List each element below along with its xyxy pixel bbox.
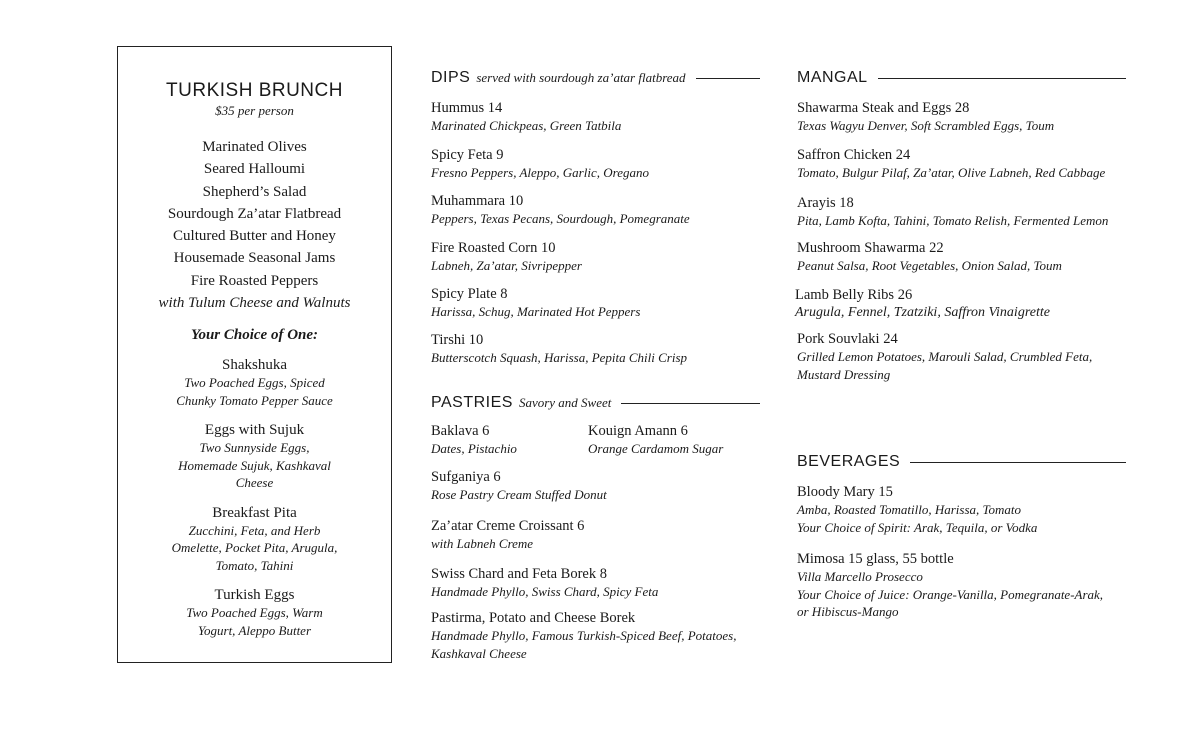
pastries-header — [431, 393, 760, 413]
menu-item — [431, 517, 584, 553]
menu-item — [797, 483, 1037, 536]
menu-item — [431, 99, 621, 135]
beverages-title: BEVERAGES — [797, 453, 901, 470]
menu-item — [431, 331, 687, 367]
brunch-price: $35 per person — [215, 103, 294, 118]
brunch-included-item: Sourdough Za’atar Flatbread — [167, 205, 342, 222]
item-desc: Harissa, Schug, Marinated Hot Peppers — [431, 304, 641, 319]
brunch-choice — [118, 356, 391, 409]
choice-desc-line: Two Poached Eggs, Spiced — [184, 375, 325, 391]
menu-item — [431, 239, 582, 275]
choice-desc-line: Homemade Sujuk, Kashkaval — [178, 457, 331, 473]
item-desc: Peanut Salsa, Root Vegetables, Onion Salad, Toum — [797, 258, 1062, 273]
choice-desc-line: Tomato, Tahini — [215, 557, 294, 573]
section-divider — [696, 78, 760, 79]
item-desc: Butterscotch Squash, Harissa, Pepita Chili Crisp — [431, 350, 688, 365]
item-name: Fire Roasted Corn 10 — [431, 240, 556, 256]
brunch-choice — [118, 586, 391, 639]
item-name: Sufganiya 6 — [431, 469, 501, 485]
brunch-choice — [118, 504, 391, 575]
menu-item — [795, 286, 1050, 322]
brunch-included-item: Shepherd’s Salad — [202, 183, 307, 200]
item-name: Shawarma Steak and Eggs 28 — [797, 100, 970, 116]
item-desc: Labneh, Za’atar, Sivripepper — [431, 258, 582, 273]
menu-item — [431, 192, 690, 228]
item-name: Saffron Chicken 24 — [797, 147, 911, 163]
pastries-subtitle: Savory and Sweet — [518, 395, 612, 410]
pastries-title: PASTRIES — [431, 394, 513, 411]
item-name: Arayis 18 — [797, 195, 854, 211]
dips-header — [431, 68, 760, 88]
item-desc: Orange Cardamom Sugar — [588, 441, 724, 456]
brunch-included-item: Seared Halloumi — [203, 161, 306, 178]
mangal-title: MANGAL — [797, 69, 868, 86]
section-divider — [910, 462, 1126, 463]
item-desc: Villa Marcello Prosecco — [797, 569, 923, 584]
item-desc: Tomato, Bulgur Pilaf, Za’atar, Olive Labneh, Red Cabbage — [797, 165, 1106, 180]
menu-item — [431, 422, 517, 458]
item-desc: Rose Pastry Cream Stuffed Donut — [431, 487, 607, 502]
item-desc: Marinated Chickpeas, Green Tatbila — [431, 118, 622, 133]
brunch-included-note: with Tulum Cheese and Walnuts — [158, 295, 351, 312]
menu-item — [431, 285, 640, 321]
brunch-included-item: Fire Roasted Peppers — [190, 272, 319, 289]
item-desc: Texas Wagyu Denver, Soft Scrambled Eggs, Toum — [797, 118, 1055, 133]
item-desc: Your Choice of Juice: Orange-Vanilla, Pomegranate-Arak, — [797, 586, 1104, 602]
item-name: Lamb Belly Ribs 26 — [795, 287, 913, 303]
item-desc: Peppers, Texas Pecans, Sourdough, Pomegranate — [431, 211, 690, 226]
brunch-included-list — [118, 136, 391, 314]
dips-subtitle: served with sourdough za’atar flatbread — [476, 70, 686, 85]
menu-item — [797, 99, 1054, 135]
choice-desc-line: Two Poached Eggs, Warm — [186, 605, 323, 621]
item-name: Pork Souvlaki 24 — [797, 331, 898, 347]
item-name: Mushroom Shawarma 22 — [797, 240, 944, 256]
item-name: Bloody Mary 15 — [797, 484, 893, 500]
item-name: Baklava 6 — [431, 423, 490, 439]
item-name: Swiss Chard and Feta Borek 8 — [431, 566, 607, 582]
menu-item — [797, 146, 1105, 182]
item-desc: Grilled Lemon Potatoes, Marouli Salad, Crumbled Feta, — [797, 349, 1093, 364]
choice-name: Turkish Eggs — [214, 587, 295, 604]
item-desc: Mustard Dressing — [797, 366, 891, 382]
brunch-panel — [117, 46, 392, 663]
item-desc: with Labneh Creme — [431, 536, 534, 551]
menu-item — [431, 468, 607, 504]
brunch-included-item: Housemade Seasonal Jams — [173, 250, 336, 267]
menu-item — [431, 609, 736, 662]
item-name: Tirshi 10 — [431, 332, 484, 348]
menu-item — [797, 239, 1062, 275]
menu-item — [588, 422, 723, 458]
section-divider — [878, 78, 1126, 79]
choice-desc-line: Cheese — [235, 475, 274, 491]
brunch-included-item: Cultured Butter and Honey — [173, 228, 336, 245]
item-desc: Amba, Roasted Tomatillo, Harissa, Tomato — [797, 502, 1022, 517]
choice-name: Shakshuka — [222, 357, 287, 374]
item-desc: Your Choice of Spirit: Arak, Tequila, or Vodka — [797, 519, 1038, 535]
item-name: Muhammara 10 — [431, 193, 524, 209]
brunch-included-item: Marinated Olives — [202, 139, 307, 155]
menu-item — [431, 565, 658, 601]
choice-heading: Your Choice of One: — [190, 327, 319, 344]
choice-desc-line: Chunky Tomato Pepper Sauce — [176, 392, 333, 408]
choice-name: Breakfast Pita — [212, 504, 297, 521]
choice-desc-line: Two Sunnyside Eggs, — [199, 440, 310, 456]
item-name: Spicy Feta 9 — [431, 147, 504, 163]
item-name: Hummus 14 — [431, 100, 503, 116]
item-desc: Dates, Pistachio — [431, 441, 517, 456]
brunch-title: TURKISH BRUNCH — [166, 80, 343, 101]
item-name: Kouign Amann 6 — [588, 423, 688, 439]
choice-desc-line: Yogurt, Aleppo Butter — [197, 622, 312, 638]
menu-item — [797, 194, 1108, 230]
choice-desc-line: Zucchini, Feta, and Herb — [188, 522, 321, 538]
item-desc: Fresno Peppers, Aleppo, Garlic, Oregano — [431, 165, 649, 180]
item-desc: Handmade Phyllo, Swiss Chard, Spicy Feta — [431, 584, 659, 599]
item-desc: Pita, Lamb Kofta, Tahini, Tomato Relish, Fermented Lemon — [797, 213, 1109, 228]
item-desc: Handmade Phyllo, Famous Turkish-Spiced Beef, Potatoes, — [431, 628, 737, 643]
beverages-header — [797, 452, 1126, 472]
menu-item — [797, 330, 1092, 383]
item-desc: Kashkaval Cheese — [431, 645, 527, 661]
mangal-header — [797, 68, 1126, 88]
item-name: Spicy Plate 8 — [431, 286, 508, 302]
item-desc: or Hibiscus-Mango — [797, 604, 899, 619]
menu-item — [431, 146, 649, 182]
brunch-choice — [118, 421, 391, 492]
item-desc: Arugula, Fennel, Tzatziki, Saffron Vinaigrette — [795, 305, 1050, 320]
item-name: Mimosa 15 glass, 55 bottle — [797, 551, 954, 567]
item-name: Pastirma, Potato and Cheese Borek — [431, 610, 636, 626]
dips-title: DIPS — [431, 69, 471, 86]
choice-name: Eggs with Sujuk — [204, 422, 305, 439]
item-name: Za’atar Creme Croissant 6 — [431, 518, 585, 534]
menu-item — [797, 550, 1103, 621]
section-divider — [621, 403, 760, 404]
choice-desc-line: Omelette, Pocket Pita, Arugula, — [171, 540, 338, 556]
